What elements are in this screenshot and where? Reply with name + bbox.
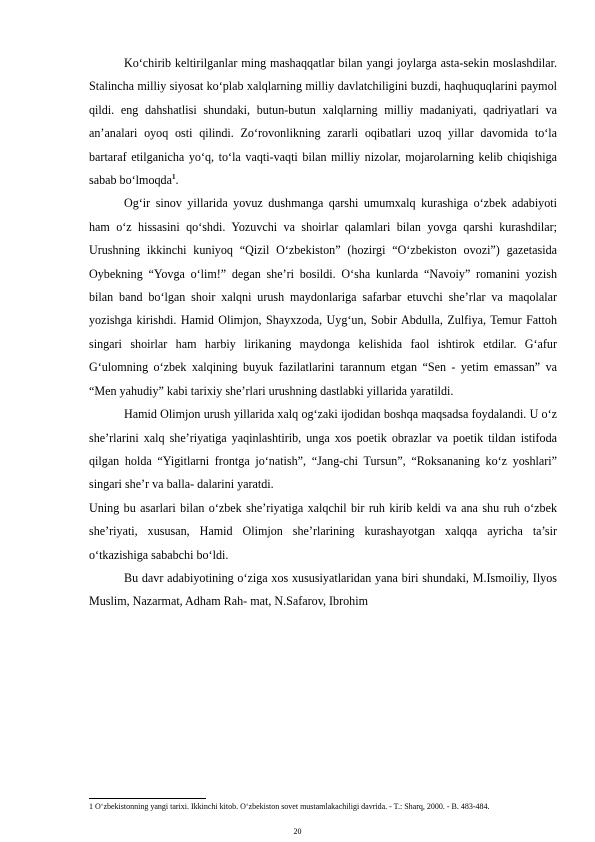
paragraph-1 <box>89 52 557 192</box>
page-body <box>89 52 557 614</box>
footnote-separator <box>89 798 206 799</box>
footnote: 1 O‘zbekistonning yangi tarixi. Ikkinchi kitob. O‘zbekiston sovet mustamlakachiligi davrida. - T.: Sharq, 2000. - B. 483-484. <box>89 802 490 811</box>
page-number: 20 <box>293 827 302 836</box>
footnote-reference[interactable]: 1 <box>171 173 176 181</box>
paragraph-3: Hamid Olimjon urush yillarida xalq og‘zaki ijodidan boshqa maqsadsa foydalandi. U o‘z she’rlarini xalq she’riyatiga yaqinlashtirib, unga xos poetik obrazlar va poetik tildan istifoda qilgan holda “Yigitlarni frontga jo‘natish”, “Jang-chi Tursun”, “Roksananing ko‘z yoshlari” singari she’r va balla- dalarini yaratdi. <box>89 407 557 492</box>
paragraph-2: Og‘ir sinov yillarida yovuz dushmanga qarshi umumxalq kurashiga o‘zbek adabiyoti ham o‘z hissasini qo‘shdi. Yozuvchi va shoirlar qalamlari bilan yovga qarshi kurashdilar; Urushning ikkinchi kuniyoq “Qizil O‘zbekiston” (hozirgi “O‘zbekiston ovozi”) gazetasida Oybekning “Yovga o‘lim!” degan she’ri bosildi. O‘sha kunlarda “Navoiy” romanini yozish bilan band bo‘lgan shoir xalqni urush maydonlariga safarbar etuvchi she’rlar va maqolalar yozishga kirishdi. Hamid Olimjon, Shayxzoda, Uyg‘un, Sobir Abdulla, Zulfiya, Temur Fattoh singari shoirlar ham harbiy lirikaning maydonga kelishida faol ishtirok etdilar. G‘afur G‘ulomning o‘zbek xalqining buyuk fazilatlarini tarannum etgan “Sen - yetim emassan” va “Men yahudiy” kabi tarixiy she’rlari urushning dastlabki yillarida yaratildi. <box>89 196 557 398</box>
paragraph-1-text: Ko‘chirib keltirilganlar ming mashaqqatlar bilan yangi joylarga asta-sekin moslashdilar. Stalincha milliy siyosat ko‘plab xalqlarning milliy davlatchiligini buzdi, haqhuquqlarini paymol qildi. eng dahshatlisi shundaki, butun-butun xalqlarning milliy madaniyati, qadriyatlari va an’analari oyoq osti qilindi. Zo‘rovonlikning zararli oqibatlari uzoq yillar davomida to‘la bartaraf etilganicha yo‘q, to‘la vaqti-vaqti bilan milliy nizolar, mojarolarning kelib chiqishiga sabab bo‘lmoqda <box>89 56 557 188</box>
paragraph-1-end: . <box>175 173 179 188</box>
paragraph-5: Bu davr adabiyotining o‘ziga xos xususiyatlaridan yana biri shundaki, M.Ismoiliy, Ilyos Muslim, Nazarmat, Adham Rah- mat, N.Safarov, Ibrohim <box>89 570 557 609</box>
paragraph-4: Uning bu asarlari bilan o‘zbek she’riyatiga xalqchil bir ruh kirib keldi va ana shu ruh o‘zbek she’riyati, xususan, Hamid Olimjon she’rlarining kurashayotgan xalqqa ayricha ta’sir o‘tkazishiga sababchi bo‘ldi. <box>89 500 557 562</box>
